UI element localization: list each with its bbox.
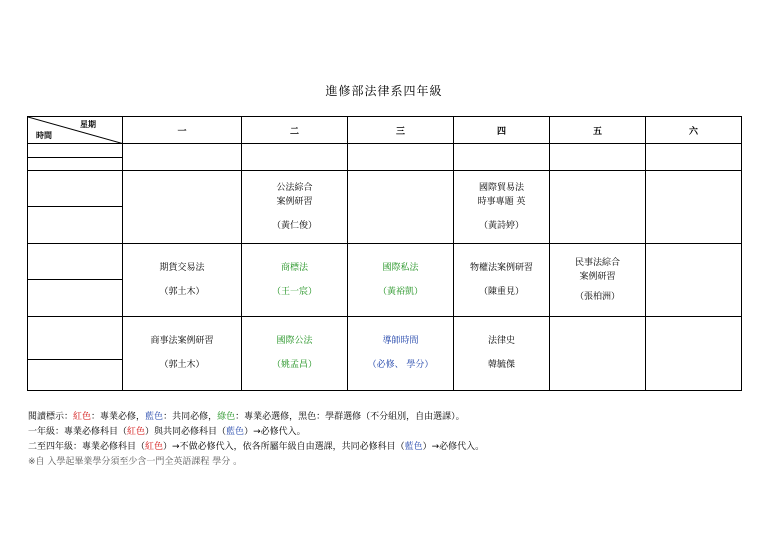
table-row — [28, 243, 742, 280]
course-cell-thu-2: 物權法案例研習 （陳重見） — [454, 243, 550, 316]
table-row — [28, 144, 742, 157]
course-cell-mon-2: 期貨交易法 （郭土木） — [123, 243, 242, 316]
course-cell-thu-3: 法律史 韓毓傑 — [454, 316, 550, 390]
day-header-sat: 六 — [646, 117, 742, 144]
note-line-4: ※自 入學起畢業學分須至少含一門全英語課程 學分 。 — [28, 457, 243, 467]
corner-time-label: 時間 — [36, 130, 52, 141]
course-cell-mon-3: 商事法案例研習 （郭土木） — [123, 316, 242, 390]
corner-cell — [28, 117, 123, 144]
day-header-wed: 三 — [348, 117, 454, 144]
course-cell-tue-3: 國際公法 （姚孟昌） — [242, 316, 348, 390]
note-line-1: 閱讀標示：紅色：專業必修，藍色：共同必修，綠色：專業必選修，黑色：學群選修（不分組別，自由選課）。 — [28, 412, 465, 422]
course-cell-thu-1: 國際貿易法 時事專題 英 （黃詩婷） — [454, 170, 550, 243]
legend-notes — [28, 410, 748, 470]
day-header-tue: 二 — [242, 117, 348, 144]
table-row — [28, 170, 742, 207]
course-cell-wed-3: 導師時間 （必修、 學分） — [348, 316, 454, 390]
table-row — [28, 316, 742, 359]
course-cell-tue-1: 公法綜合 案例研習 （黃仁俊） — [242, 170, 348, 243]
course-cell-fri-2: 民事法綜合 案例研習 （張柏洲） — [550, 243, 646, 316]
day-header-mon: 一 — [123, 117, 242, 144]
header-row — [28, 117, 742, 144]
schedule-table — [27, 116, 742, 391]
course-cell-wed-2: 國際私法 （黃裕凱） — [348, 243, 454, 316]
day-header-fri: 五 — [550, 117, 646, 144]
note-line-3: 二至四年級：專業必修科目（紅色）→不做必修代入，依各所屬年級自由選課，共同必修科目（藍色）→必修代入。 — [28, 442, 485, 452]
corner-weekday-label: 星期 — [80, 119, 96, 129]
course-cell-tue-2: 商標法 （王一宸） — [242, 243, 348, 316]
day-header-thu: 四 — [454, 117, 550, 144]
note-line-2: 一年級：專業必修科目（紅色）與共同必修科目（藍色）→必修代入。 — [28, 427, 306, 437]
page-title: 進修部法律系四年級 — [325, 84, 443, 98]
